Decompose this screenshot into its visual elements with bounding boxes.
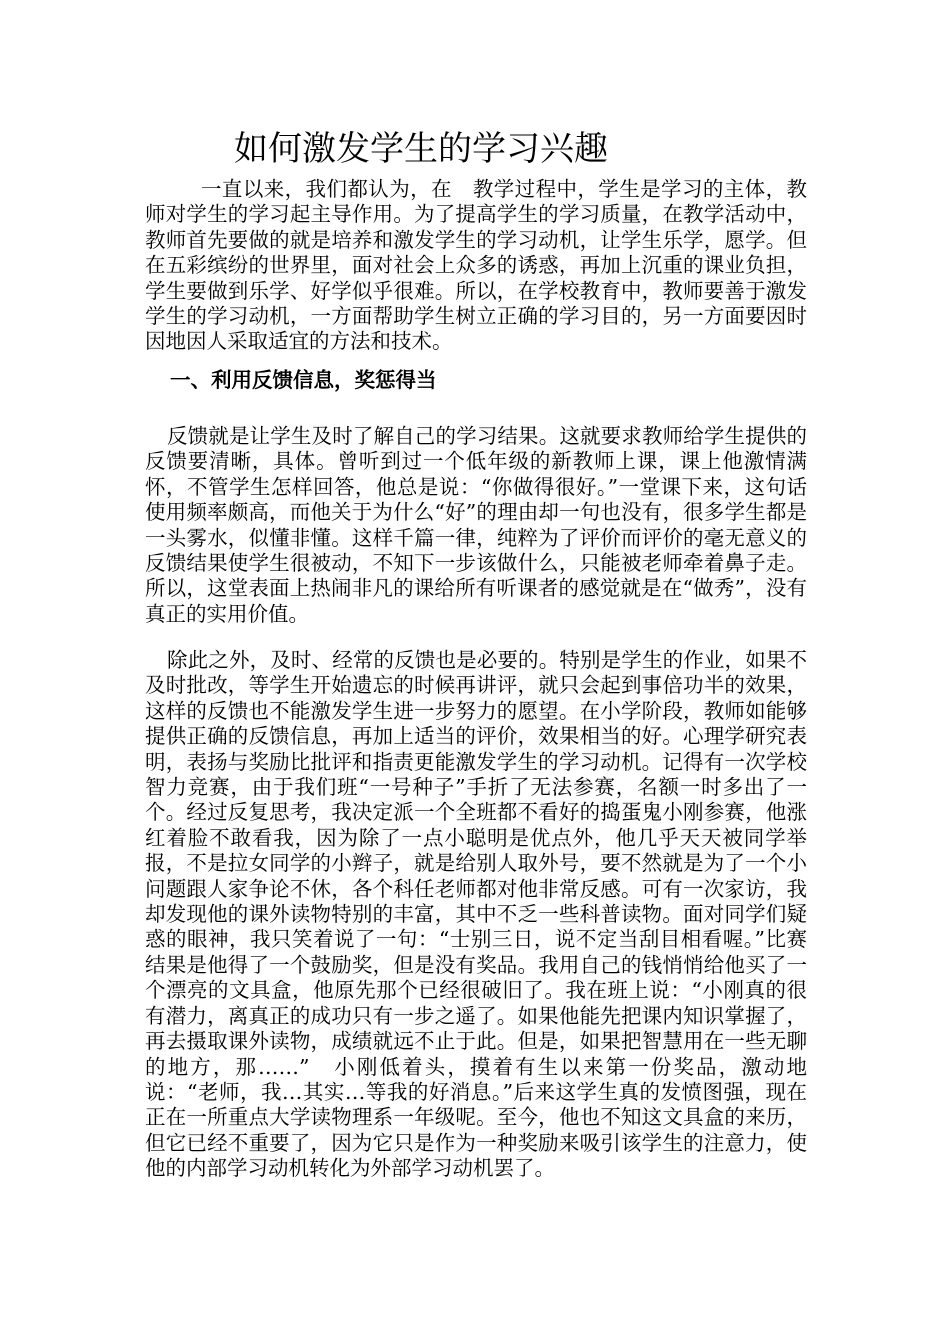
section-heading: 一、利用反馈信息，奖惩得当 [170, 368, 437, 392]
intro-paragraph: 一直以来，我们都认为，在 教学过程中，学生是学习的主体，教师对学生的学习起主导作用。为了提高学生的学习质量，在教学活动中，教师首先要做的就是培养和激发学生的学习动机，让学生乐学，愿学。但在五彩缤纷的世界里，面对社会上众多的诱惑，再加上沉重的课业负担，学生要做到乐学、好学似乎很难。所以，在学校教育中，教师要善于激发学生的学习动机，一方面帮助学生树立正确的学习目的，另一方面要因时因地因人采取适宜的方法和技术。 [145, 177, 807, 354]
frequent-feedback-paragraph: 除此之外，及时、经常的反馈也是必要的。特别是学生的作业，如果不及时批改，等学生开始遗忘的时候再讲评，就只会起到事倍功半的效果，这样的反馈也不能激发学生进一步努力的愿望。在小学阶段，教师如能够提供正确的反馈信息，再加上适当的评价，效果相当的好。心理学研究表明，表扬与奖励比批评和指责更能激发学生的学习动机。记得有一次学校智力竞赛，由于我们班“一号种子”手折了无法参赛，名额一时多出了一个。经过反复思考，我决定派一个全班都不看好的捣蛋鬼小刚参赛，他涨红着脸不敢看我，因为除了一点小聪明是优点外，他几乎天天被同学举报，不是拉女同学的小辫子，就是给别人取外号，要不然就是为了一个小问题跟人家争论不休，各个科任老师都对他非常反感。可有一次家访，我却发现他的课外读物特别的丰富，其中不乏一些科普读物。面对同学们疑惑的眼神，我只笑着说了一句：“士别三日，说不定当刮目相看喔。”比赛结果是他得了一个鼓励奖，但是没有奖品。我用自己的钱悄悄给他买了一个漂亮的文具盒，他原先那个已经很破旧了。我在班上说：“小刚真的很有潜力，离真正的成功只有一步之遥了。如果他能先把课内知识掌握了，再去摄取课外读物，成绩就远不止于此。但是，如果把智慧用在一些无聊的地方，那……” 小刚低着头，摸着有生以来第一份奖品，激动地说：“老师，我…其实…等我的好消息。”后来这学生真的发愤图强，现在正在一所重点大学读物理系一年级呢。至今，他也不知这文具盒的来历，但它已经不重要了，因为它只是作为一种奖励来吸引该学生的注意力，使他的内部学习动机转化为外部学习动机罢了。 [145, 648, 807, 1181]
document-title: 如何激发学生的学习兴趣 [234, 129, 608, 169]
feedback-paragraph: 反馈就是让学生及时了解自己的学习结果。这就要求教师给学生提供的反馈要清晰，具体。曾听到过一个低年级的新教师上课，课上他激情满怀，不管学生怎样回答，他总是说：“你做得很好。”一堂课下来，这句话使用频率颇高，而他关于为什么“好”的理由却一句也没有，很多学生都是一头雾水，似懂非懂。这样千篇一律，纯粹为了评价而评价的毫无意义的反馈结果使学生很被动，不知下一步该做什么，只能被老师牵着鼻子走。所以，这堂表面上热闹非凡的课给所有听课者的感觉就是在“做秀”，没有真正的实用价值。 [145, 424, 807, 626]
